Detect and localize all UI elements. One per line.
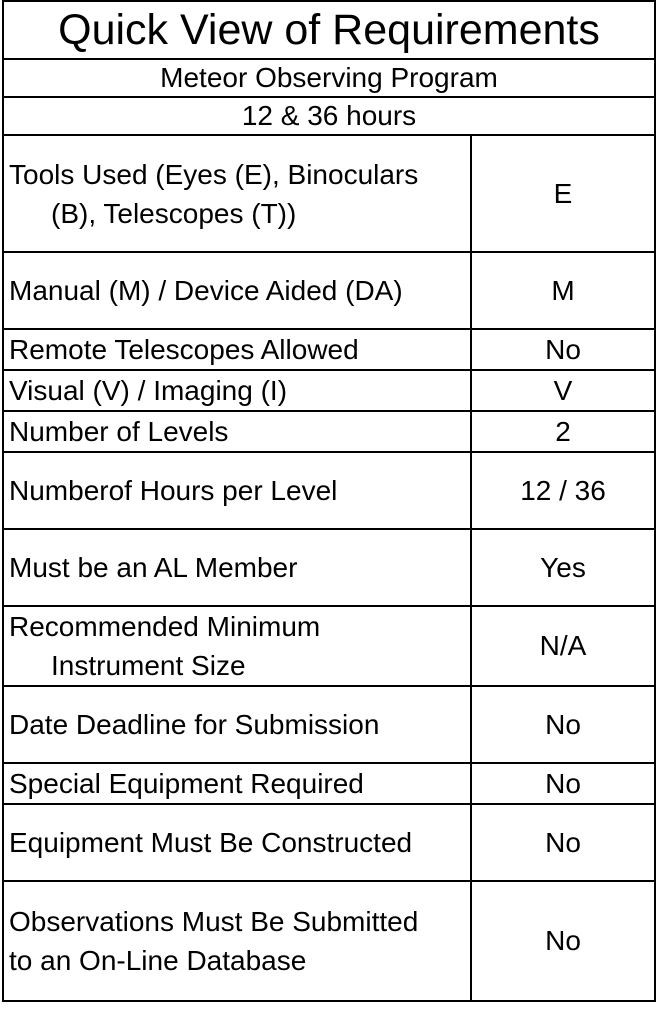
page-title: Quick View of Requirements [3, 1, 655, 59]
table-row [3, 411, 655, 452]
requirement-label [3, 606, 471, 686]
requirement-value: No [471, 763, 655, 804]
table-row [3, 529, 655, 606]
requirement-value: M [471, 252, 655, 329]
requirement-value: 12 / 36 [471, 452, 655, 529]
title-row [3, 1, 655, 59]
table-row [3, 452, 655, 529]
requirement-label-line: Equipment Must Be Constructed [9, 827, 413, 858]
table-row [3, 329, 655, 370]
table-row [3, 135, 655, 252]
program-hours: 12 & 36 hours [3, 97, 655, 135]
table-row [3, 686, 655, 763]
requirement-value: Yes [471, 529, 655, 606]
requirement-label [3, 881, 471, 1001]
requirement-value: V [471, 370, 655, 411]
requirement-label [3, 370, 471, 411]
requirement-label [3, 329, 471, 370]
table-row [3, 804, 655, 881]
requirement-label-line: Must be an AL Member [9, 552, 298, 583]
requirement-label [3, 411, 471, 452]
program-row [3, 59, 655, 97]
requirement-label [3, 452, 471, 529]
table-row [3, 370, 655, 411]
requirement-label-line: Remote Telescopes Allowed [9, 334, 359, 365]
requirement-label-line: Special Equipment Required [9, 768, 364, 799]
requirement-label-line: Date Deadline for Submission [9, 709, 380, 740]
requirement-label [3, 686, 471, 763]
requirement-value: N/A [471, 606, 655, 686]
hours-row [3, 97, 655, 135]
requirement-value: No [471, 329, 655, 370]
requirements-table [2, 0, 656, 1002]
requirement-label [3, 135, 471, 252]
requirement-label [3, 529, 471, 606]
requirement-label-line: Number of Levels [9, 416, 229, 447]
requirement-label-line: to an On-Line Database [9, 945, 307, 976]
requirement-label-line: Observations Must Be Submitted [9, 906, 419, 937]
requirement-value: No [471, 881, 655, 1001]
requirement-label-line: (B), Telescopes (T)) [51, 197, 297, 229]
requirement-value: No [471, 686, 655, 763]
requirement-label-line: Manual (M) / Device Aided (DA) [9, 275, 403, 306]
requirement-value: E [471, 135, 655, 252]
requirement-label-line: Visual (V) / Imaging (I) [9, 375, 288, 406]
table-row [3, 606, 655, 686]
table-row [3, 252, 655, 329]
requirement-value: No [471, 804, 655, 881]
requirement-label [3, 252, 471, 329]
table-row [3, 763, 655, 804]
requirement-label-line: Instrument Size [51, 650, 246, 681]
requirement-label-line: Recommended Minimum [9, 611, 321, 642]
requirement-label-line: Numberof Hours per Level [9, 475, 338, 506]
requirement-label-line: Tools Used (Eyes (E), Binoculars [9, 158, 419, 190]
program-name: Meteor Observing Program [3, 59, 655, 97]
requirement-value: 2 [471, 411, 655, 452]
table-row [3, 881, 655, 1001]
requirement-label [3, 804, 471, 881]
requirement-label [3, 763, 471, 804]
